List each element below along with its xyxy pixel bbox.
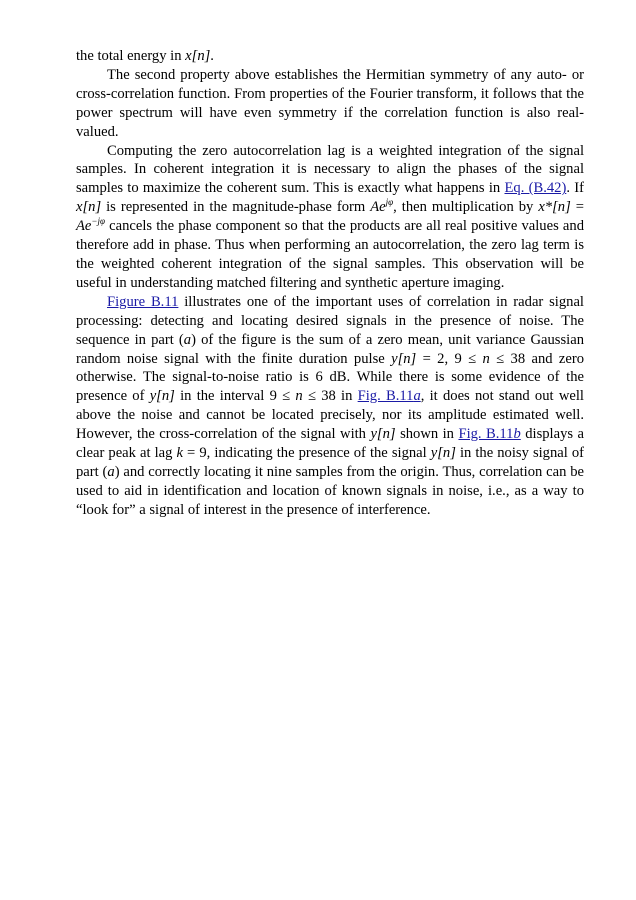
paragraph-3: Computing the zero autocorrelation lag is a weighted integration of the signal samples. In coherent integration it is necessary to align the phases of the signal samples to maximize the coherent sum. This is exactly what happens in Eq. (B.42). If x[n] is represented in the magnitude-phase form $Ae^{j\varphi}$, then multiplication by $x*[n] = Ae^{-j\varphi}$ cancels the phase component so that the products are all real positive values and therefore add in phase. Thus when performing an autocorrelation, the zero lag term is the weighted coherent integration of the signal samples. This observation will be useful in understanding matched filtering and synthetic aperture imaging.	[76, 142, 584, 291]
p4-text-f: , it does not stand out well above the noise and cannot be located precisely, nor its amplitude estimated well. However, the cross-correlation of the signal with	[76, 388, 584, 443]
p4-text-b: = 2, 9 ≤	[422, 350, 477, 367]
math-yn-3: y[n]	[370, 426, 396, 443]
math-Aejphi: $Ae^{j\varphi}$	[370, 197, 394, 216]
link-eq-b42[interactable]: Eq. (B.42)	[504, 180, 567, 197]
p3-text-a: Computing the zero autocorrelation lag is a weighted integration of the signal samples. In coherent integration it is necessary to align the phases of the signal samples to maximize the coherent sum. This is exactly what happens in	[76, 142, 584, 197]
math-k: k	[176, 445, 183, 462]
math-yn-2: y[n]	[149, 388, 175, 405]
math-yn-4: y[n]	[430, 445, 456, 462]
p4-text-g: shown in	[400, 426, 454, 443]
link-fig-b11b[interactable]: Fig. B.11b	[458, 426, 521, 443]
p4-text-d: in the interval 9 ≤	[180, 388, 291, 405]
paragraph-1: the total energy in x[n].	[76, 48, 214, 64]
math-Ae-minus-jphi: $Ae^{-j\varphi}$	[76, 216, 105, 235]
p4-text-a: illustrates one of the important uses of correlation in radar signal processing: detecting and locating desired signals in the presence of noise. The sequence in part (	[76, 293, 584, 348]
math-xstar: x*[n]	[538, 199, 571, 216]
p3-text-c: is represented in the magnitude-phase form	[106, 199, 366, 216]
p4-text-h: displays a clear peak at lag	[76, 426, 585, 462]
link-fig-b11a[interactable]: Fig. B.11a	[357, 388, 421, 405]
math-xn: x[n]	[185, 48, 211, 64]
math-yn: y[n]	[391, 350, 417, 367]
math-xn-2: x[n]	[76, 199, 102, 216]
p4-text-k: ) and correctly locating it nine samples from the origin. Thus, correlation can be used to aid in identification and location of known signals in noise, i.e., as a way to “look for” a signal of interest in the presence of interference.	[76, 463, 584, 518]
p4-text-a2: ) of the figure is the sum of a zero mean, unit variance Gaussian random noise signal with the finite duration pulse	[76, 331, 584, 367]
paragraph-4	[76, 293, 584, 520]
p3-text-d: , then multiplication by	[393, 199, 534, 216]
math-part-a: a	[183, 331, 192, 348]
p4-text-i: = 9, indicating the presence of the signal	[187, 445, 427, 462]
p4-text-j: in the noisy signal of part (	[76, 445, 585, 480]
p4-text-e: ≤ 38 in	[307, 388, 353, 405]
math-n-2: n	[295, 388, 303, 405]
p3-text-b: . If	[566, 180, 584, 197]
math-part-a-2: a	[107, 463, 115, 480]
math-n: n	[482, 350, 490, 367]
p4-text-c: ≤ 38 and zero otherwise. The signal-to-noise ratio is 6 dB. While there is some evidence of the presence of	[76, 350, 584, 405]
paragraph-2: The second property above establishes the Hermitian symmetry of any auto- or cross-correlation function. From properties of the Fourier transform, it follows that the power spectrum will have even symmetry if the correlation function is also real-valued.	[76, 66, 584, 140]
link-figure-b11[interactable]: Figure B.11	[107, 293, 179, 310]
p3-text-e: cancels the phase component so that the products are all real positive values and therefore add in phase. Thus when performing an autocorrelation, the zero lag term is the weighted coherent integration of the signal samples. This observation will be useful in understanding matched filtering and synthetic aperture imaging.	[76, 218, 584, 291]
document-page	[76, 47, 584, 520]
